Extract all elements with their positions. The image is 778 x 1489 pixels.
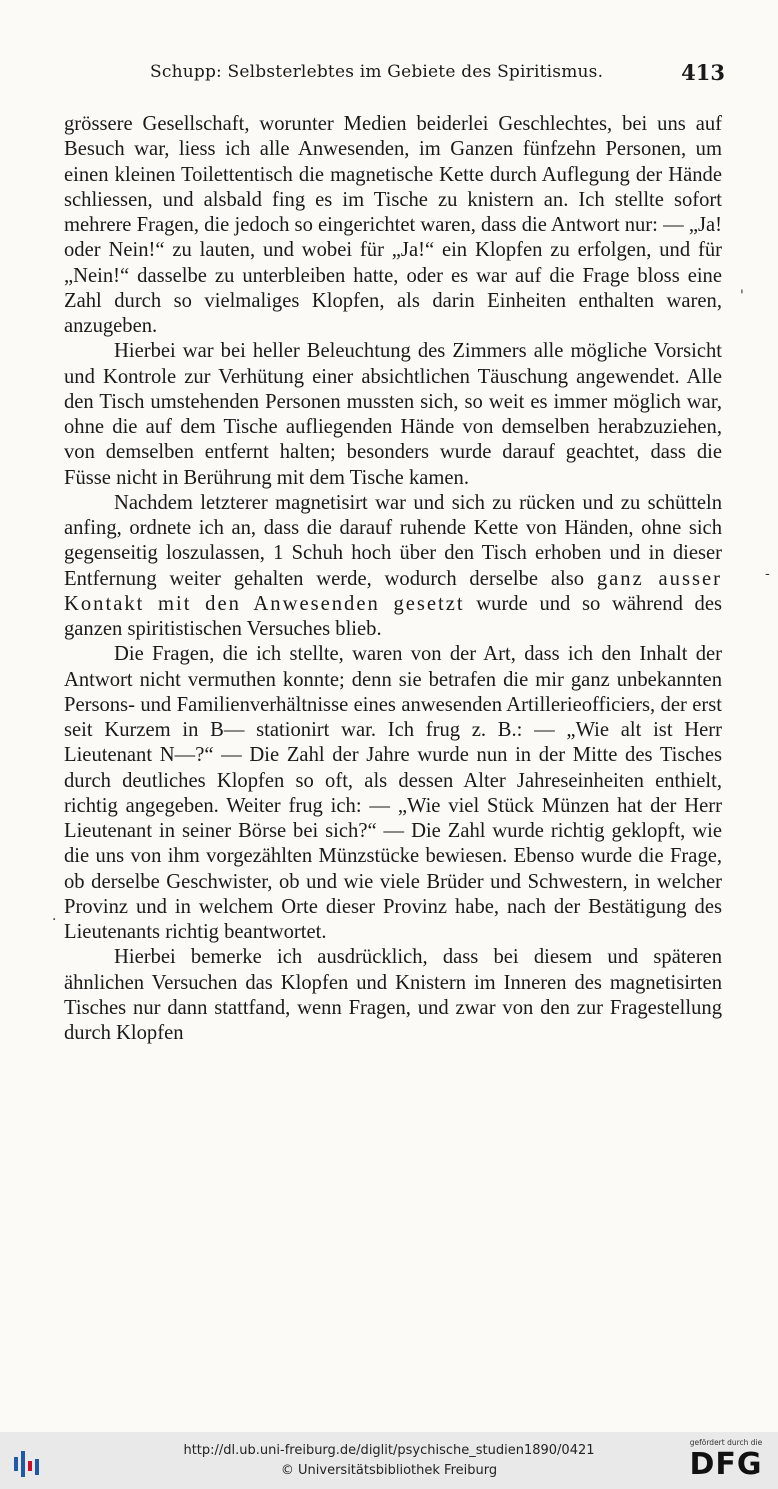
body-text xyxy=(64,112,722,1046)
dfg-caption: gefördert durch die xyxy=(689,1438,763,1447)
permalink-url[interactable]: http://dl.ub.uni-freiburg.de/diglit/psychische_studien1890/0421 xyxy=(183,1443,595,1458)
paragraph: Hierbei war bei heller Beleuchtung des Zimmers alle mögliche Vorsicht und Kontrole zur Verhütung einer absichtlichen Täuschung angewendet. Alle den Tisch umstehenden Personen mussten sich, so weit es immer möglich war, ohne die auf dem Tische aufliegenden Hände von demselben herabzuziehen, von demselben entfernt halten; besonders wurde darauf geachtet, dass die Füsse nicht in Berührung mit dem Tische kamen. xyxy=(64,340,722,489)
dfg-logo-text: DFG xyxy=(689,1447,763,1482)
copyright-notice: © Universitätsbibliothek Freiburg xyxy=(280,1463,498,1478)
paragraph: Hierbei bemerke ich ausdrücklich, dass bei diesem und späteren ähnlichen Versuchen das Klopfen und Knistern im Inneren des magnetisirten Tisches nur dann stattfand, wenn Fragen, und zwar von den zur Fragestellung durch Klopfen xyxy=(64,946,722,1044)
running-title: Schupp: Selbsterlebtes im Gebiete des Spiritismus. xyxy=(150,62,604,82)
paragraph: grössere Gesellschaft, worunter Medien beiderlei Geschlechtes, bei uns auf Besuch war, liess ich alle Anwesenden, im Ganzen fünfzehn Personen, um einen kleinen Toilettentisch die magnetische Kette durch Auflegung der Hände schliessen, und alsbald fing es im Tische zu knistern an. Ich stellte sofort mehrere Fragen, die jedoch so eingerichtet waren, dass die Antwort nur: — „Ja! oder Nein!“ zu lauten, und wobei für „Ja!“ ein Klopfen zu erfolgen, und für „Nein!“ dasselbe zu unterbleiben hatte, oder es war auf die Frage bloss eine Zahl durch so vielmaliges Klopfen, als darin Einheiten enthalten waren, anzugeben. xyxy=(64,113,722,337)
page-header xyxy=(150,62,725,92)
margin-dash: - xyxy=(765,566,770,582)
viewer-footer xyxy=(0,1432,778,1489)
paragraph-text: Nachdem letzterer magnetisirt war und sich zu rücken und zu schütteln anfing, ordnete ich an, dass die darauf ruhende Kette von Händen, ohne sich gegenseitig loszulassen, 1 Schuh hoch über den Tisch erhoben und in dieser Entfernung weiter gehalten werde, wodurch derselbe also xyxy=(64,491,722,590)
emphasized-text: ganz ausser Kontakt mit den Anwesenden gesetzt xyxy=(64,567,722,615)
paragraph xyxy=(64,491,722,643)
page-number: 413 xyxy=(681,60,725,85)
dfg-logo-icon[interactable] xyxy=(684,1438,768,1484)
paragraph: Die Fragen, die ich stellte, waren von der Art, dass ich den Inhalt der Antwort nicht vermuthen konnte; denn sie betrafen die mir ganz unbekannten Persons- und Familienverhältnisse eines anwesenden Artillerieofficiers, der erst seit Kurzem in B— stationirt war. Ich frug z. B.: — „Wie alt ist Herr Lieutenant N—?“ — Die Zahl der Jahre wurde nun in der Mitte des Tisches durch deutliches Klopfen so oft, als dessen Alter Jahreseinheiten enthielt, richtig angegeben. Weiter frug ich: — „Wie viel Stück Münzen hat der Herr Lieutenant in seiner Börse bei sich?“ — Die Zahl wurde richtig geklopft, wie die uns von ihm vorgezählten Münzstücke bewiesen. Ebenso wurde die Frage, ob derselbe Geschwister, ob und wie viele Brüder und Schwestern, in welcher Provinz und in welchem Orte dieser Provinz habe, nach der Bestätigung des Lieutenants richtig beantwortet. xyxy=(64,643,722,943)
margin-dot: · xyxy=(52,912,57,928)
margin-dot: ' xyxy=(740,288,744,304)
paragraph-text: wurde und so während des ganzen spiritistischen Versuches blieb. xyxy=(64,592,723,640)
